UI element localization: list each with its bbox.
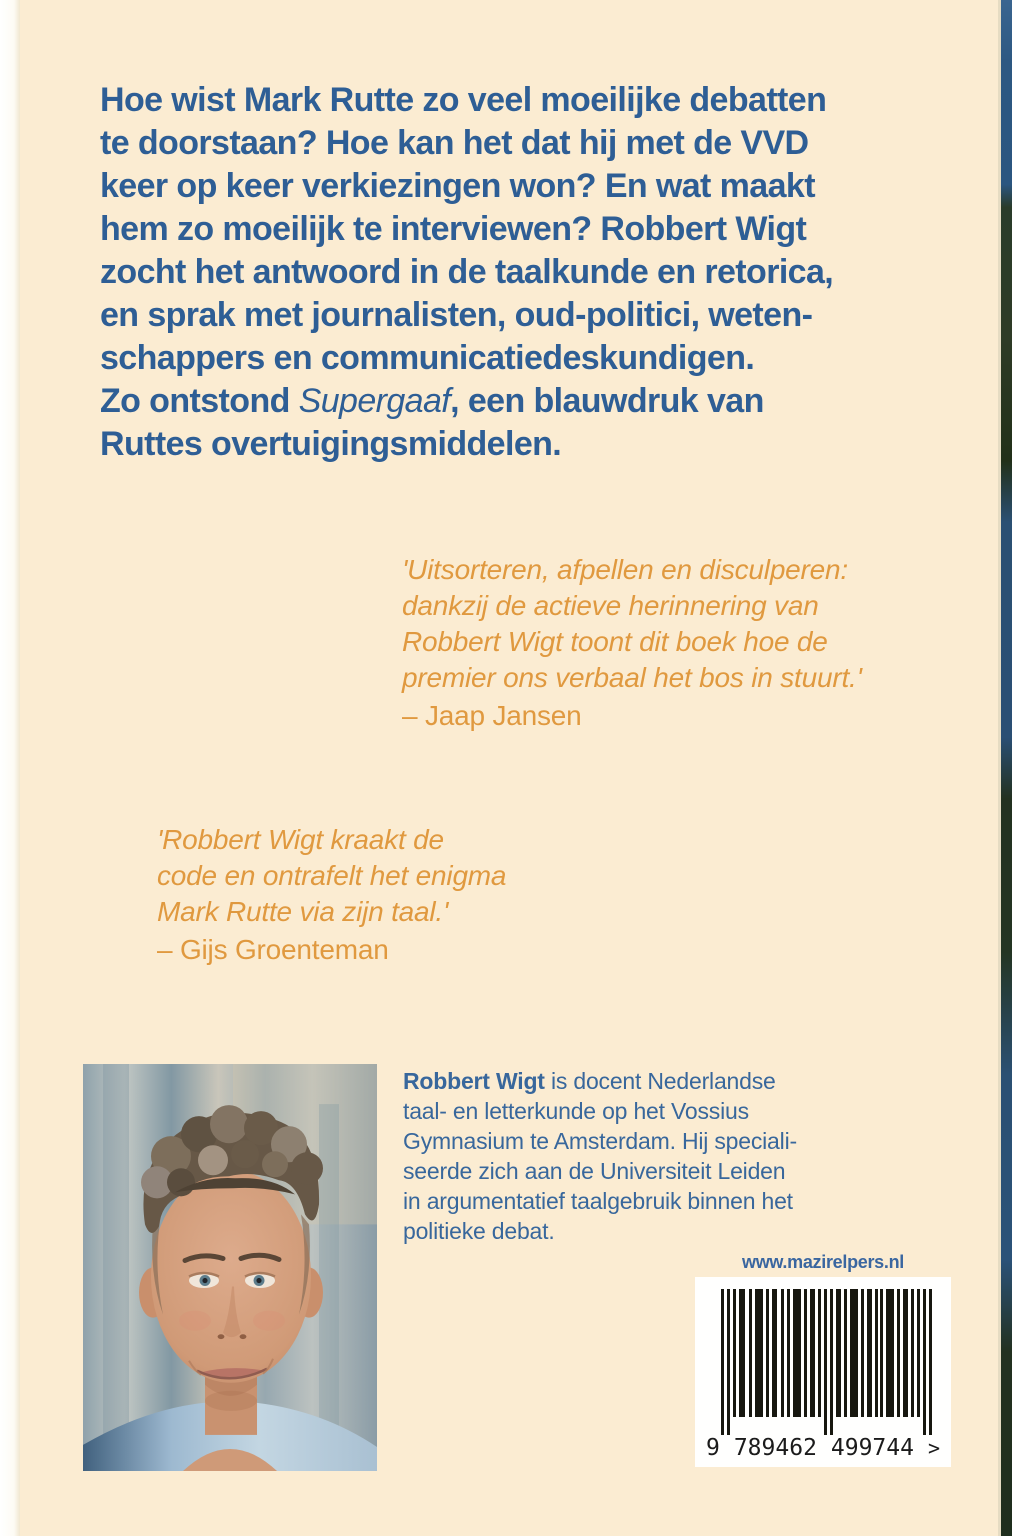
review-quote-gijs-groenteman [157, 822, 506, 968]
quote-attribution: – Gijs Groenteman [157, 934, 389, 965]
bio-line: Gymnasium te Amsterdam. Hij speciali- [403, 1128, 797, 1154]
blurb-line: te doorstaan? Hoe kan het dat hij met de VVD [100, 124, 809, 162]
blurb-line: schappers en communicatiedeskundigen. [100, 339, 755, 377]
isbn-group: 499744 [830, 1435, 914, 1461]
blurb-line: hem zo moeilijk te interviewen? Robbert Wigt [100, 210, 807, 248]
blurb-line: Ruttes overtuigingsmiddelen. [100, 425, 562, 463]
back-cover-blurb [100, 79, 833, 466]
bio-line: in argumentatief taalgebruik binnen het [403, 1188, 793, 1214]
blurb-line-pre: Zo ontstond [100, 382, 299, 420]
page-edge-right [1012, 0, 1024, 1536]
quote-attribution: – Jaap Jansen [402, 700, 582, 731]
quote-line: Mark Rutte via zijn taal.' [157, 896, 449, 927]
bio-line: taal- en letterkunde op het Vossius [403, 1098, 749, 1124]
isbn-number [695, 1435, 951, 1461]
blurb-line: en sprak met journalisten, oud-politici, weten- [100, 296, 813, 334]
blurb-line: Hoe wist Mark Rutte zo veel moeilijke debatten [100, 81, 827, 119]
blurb-line: keer op keer verkiezingen won? En wat maakt [100, 167, 815, 205]
blurb-line: zocht het antwoord in de taalkunde en retorica, [100, 253, 834, 291]
quote-line: code en ontrafelt het enigma [157, 860, 507, 891]
isbn-arrow: > [927, 1436, 940, 1460]
bio-line: seerde zich aan de Universiteit Leiden [403, 1158, 786, 1184]
book-title-italic: Supergaaf [298, 382, 451, 420]
page-edge-left [0, 0, 20, 1536]
blurb-line [100, 380, 833, 423]
quote-line: premier ons verbaal het bos in stuurt.' [402, 662, 862, 693]
quote-line: dankzij de actieve herinnering van [402, 590, 819, 621]
author-portrait-illustration [83, 1064, 377, 1471]
author-photo [83, 1064, 377, 1471]
isbn-digit: 9 [706, 1435, 720, 1461]
quote-line: Robbert Wigt toont dit boek hoe de [402, 626, 828, 657]
quote-line: 'Uitsorteren, afpellen en disculperen: [402, 554, 849, 585]
barcode [695, 1277, 951, 1467]
review-quote-jaap-jansen [402, 552, 862, 734]
bio-line: politieke debat. [403, 1218, 555, 1244]
publisher-website: www.mazirelpers.nl [742, 1252, 904, 1272]
barcode-bars [721, 1289, 933, 1435]
author-bio [403, 1066, 797, 1246]
blurb-line-post: , een blauwdruk van [450, 382, 764, 420]
isbn-group: 789462 [733, 1435, 817, 1461]
quote-line: 'Robbert Wigt kraakt de [157, 824, 444, 855]
author-name: Robbert Wigt [403, 1068, 545, 1094]
bio-line-rest: is docent Nederlandse [544, 1068, 776, 1094]
bio-line [403, 1066, 797, 1096]
adjacent-book-spine [1001, 0, 1012, 1536]
